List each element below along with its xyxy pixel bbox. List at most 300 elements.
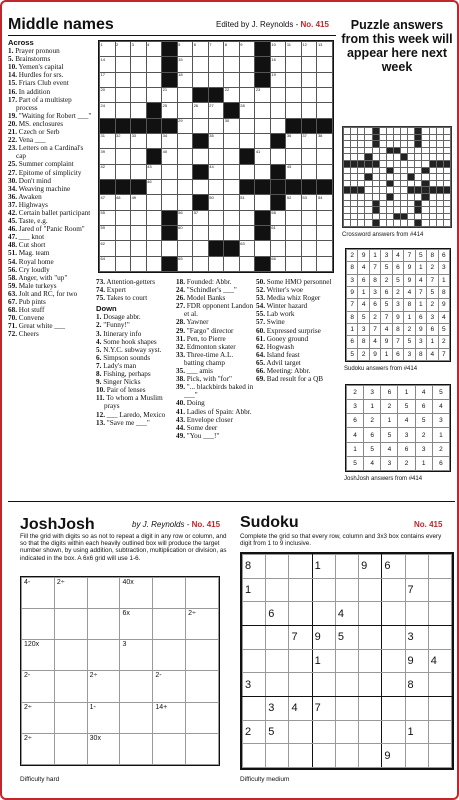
- crossword-cell[interactable]: [193, 57, 209, 72]
- crossword-cell[interactable]: [317, 87, 333, 102]
- crossword-cell[interactable]: 14: [100, 57, 116, 72]
- joshjosh-cell[interactable]: [120, 671, 153, 702]
- crossword-cell[interactable]: 23: [255, 87, 271, 102]
- crossword-cell[interactable]: [239, 225, 255, 240]
- crossword-cell[interactable]: [115, 241, 131, 256]
- sudoku-cell[interactable]: 3: [405, 625, 428, 649]
- crossword-cell[interactable]: [131, 164, 147, 179]
- sudoku-cell[interactable]: 8: [405, 673, 428, 697]
- crossword-cell[interactable]: 7: [208, 42, 224, 57]
- joshjosh-cell[interactable]: [186, 702, 219, 733]
- crossword-cell[interactable]: 37: [301, 133, 317, 148]
- crossword-cell[interactable]: [239, 57, 255, 72]
- joshjosh-cell[interactable]: [120, 702, 153, 733]
- crossword-cell[interactable]: [286, 256, 302, 271]
- joshjosh-cell[interactable]: [153, 733, 186, 764]
- crossword-cell[interactable]: [286, 241, 302, 256]
- crossword-cell[interactable]: [131, 225, 147, 240]
- sudoku-cell[interactable]: [289, 578, 312, 602]
- crossword-cell[interactable]: 15: [177, 57, 193, 72]
- crossword-cell[interactable]: 31: [100, 133, 116, 148]
- joshjosh-cell[interactable]: [22, 609, 55, 640]
- sudoku-cell[interactable]: [289, 720, 312, 744]
- crossword-cell[interactable]: 27: [208, 103, 224, 118]
- crossword-cell[interactable]: [317, 72, 333, 87]
- joshjosh-cell[interactable]: 2-: [22, 671, 55, 702]
- crossword-cell[interactable]: [317, 256, 333, 271]
- joshjosh-cell[interactable]: [153, 640, 186, 671]
- crossword-cell[interactable]: 5: [177, 42, 193, 57]
- crossword-cell[interactable]: [224, 195, 240, 210]
- crossword-cell[interactable]: [177, 133, 193, 148]
- crossword-cell[interactable]: [317, 149, 333, 164]
- crossword-cell[interactable]: [193, 241, 209, 256]
- crossword-cell[interactable]: [115, 149, 131, 164]
- joshjosh-grid[interactable]: [20, 576, 220, 766]
- sudoku-cell[interactable]: [243, 625, 266, 649]
- crossword-cell[interactable]: 9: [239, 42, 255, 57]
- crossword-cell[interactable]: [115, 210, 131, 225]
- crossword-cell[interactable]: [131, 210, 147, 225]
- crossword-cell[interactable]: [115, 225, 131, 240]
- crossword-cell[interactable]: [301, 241, 317, 256]
- crossword-cell[interactable]: [208, 256, 224, 271]
- sudoku-cell[interactable]: [405, 602, 428, 626]
- sudoku-cell[interactable]: [312, 673, 335, 697]
- crossword-cell[interactable]: 2: [115, 42, 131, 57]
- crossword-cell[interactable]: 62: [100, 241, 116, 256]
- sudoku-cell[interactable]: 7: [289, 625, 312, 649]
- crossword-cell[interactable]: [270, 149, 286, 164]
- crossword-cell[interactable]: 6: [193, 42, 209, 57]
- joshjosh-cell[interactable]: [54, 702, 87, 733]
- crossword-cell[interactable]: [224, 57, 240, 72]
- crossword-cell[interactable]: [177, 164, 193, 179]
- crossword-cell[interactable]: [208, 225, 224, 240]
- crossword-cell[interactable]: [239, 256, 255, 271]
- crossword-cell[interactable]: 35: [208, 133, 224, 148]
- crossword-cell[interactable]: 58: [270, 210, 286, 225]
- crossword-cell[interactable]: [255, 133, 271, 148]
- crossword-cell[interactable]: [162, 179, 178, 194]
- crossword-cell[interactable]: [208, 210, 224, 225]
- crossword-cell[interactable]: [208, 118, 224, 133]
- crossword-cell[interactable]: [224, 149, 240, 164]
- sudoku-cell[interactable]: [428, 673, 451, 697]
- crossword-cell[interactable]: [270, 118, 286, 133]
- sudoku-cell[interactable]: [428, 696, 451, 720]
- crossword-cell[interactable]: [239, 133, 255, 148]
- sudoku-cell[interactable]: 9: [405, 649, 428, 673]
- sudoku-cell[interactable]: [382, 649, 405, 673]
- joshjosh-cell[interactable]: 40x: [120, 578, 153, 609]
- sudoku-cell[interactable]: 6: [266, 602, 289, 626]
- crossword-cell[interactable]: [239, 72, 255, 87]
- sudoku-cell[interactable]: [289, 744, 312, 768]
- joshjosh-cell[interactable]: [87, 609, 120, 640]
- crossword-cell[interactable]: 43: [146, 164, 162, 179]
- crossword-cell[interactable]: [286, 87, 302, 102]
- joshjosh-cell[interactable]: [87, 640, 120, 671]
- sudoku-cell[interactable]: 1: [312, 555, 335, 579]
- sudoku-cell[interactable]: [266, 649, 289, 673]
- crossword-cell[interactable]: [239, 210, 255, 225]
- crossword-cell[interactable]: [286, 149, 302, 164]
- crossword-cell[interactable]: [255, 164, 271, 179]
- crossword-cell[interactable]: [177, 179, 193, 194]
- crossword-cell[interactable]: [146, 87, 162, 102]
- crossword-cell[interactable]: [255, 241, 271, 256]
- crossword-cell[interactable]: [131, 57, 147, 72]
- crossword-cell[interactable]: 11: [286, 42, 302, 57]
- crossword-cell[interactable]: 44: [208, 164, 224, 179]
- joshjosh-cell[interactable]: 2-: [153, 671, 186, 702]
- crossword-cell[interactable]: 26: [193, 103, 209, 118]
- crossword-cell[interactable]: [115, 57, 131, 72]
- sudoku-cell[interactable]: 3: [266, 696, 289, 720]
- crossword-cell[interactable]: [131, 103, 147, 118]
- sudoku-cell[interactable]: [405, 696, 428, 720]
- crossword-cell[interactable]: [286, 57, 302, 72]
- crossword-cell[interactable]: 32: [115, 133, 131, 148]
- crossword-cell[interactable]: [270, 87, 286, 102]
- sudoku-cell[interactable]: [335, 555, 358, 579]
- sudoku-cell[interactable]: [382, 602, 405, 626]
- crossword-cell[interactable]: 41: [255, 149, 271, 164]
- sudoku-cell[interactable]: [289, 649, 312, 673]
- crossword-cell[interactable]: [224, 256, 240, 271]
- joshjosh-cell[interactable]: [54, 640, 87, 671]
- crossword-cell[interactable]: 12: [301, 42, 317, 57]
- crossword-cell[interactable]: [146, 195, 162, 210]
- crossword-cell[interactable]: [224, 210, 240, 225]
- crossword-cell[interactable]: 34: [162, 133, 178, 148]
- crossword-cell[interactable]: [286, 225, 302, 240]
- crossword-cell[interactable]: [193, 179, 209, 194]
- crossword-cell[interactable]: [193, 72, 209, 87]
- sudoku-cell[interactable]: [266, 578, 289, 602]
- crossword-cell[interactable]: [255, 103, 271, 118]
- joshjosh-cell[interactable]: [153, 609, 186, 640]
- sudoku-cell[interactable]: 3: [243, 673, 266, 697]
- crossword-cell[interactable]: 33: [131, 133, 147, 148]
- crossword-cell[interactable]: [301, 164, 317, 179]
- crossword-cell[interactable]: 42: [100, 164, 116, 179]
- joshjosh-cell[interactable]: [186, 733, 219, 764]
- crossword-cell[interactable]: 63: [239, 241, 255, 256]
- joshjosh-cell[interactable]: [186, 578, 219, 609]
- sudoku-cell[interactable]: [359, 720, 382, 744]
- crossword-cell[interactable]: [162, 164, 178, 179]
- joshjosh-cell[interactable]: 1-: [87, 702, 120, 733]
- crossword-cell[interactable]: 49: [131, 195, 147, 210]
- crossword-cell[interactable]: 61: [270, 225, 286, 240]
- crossword-cell[interactable]: [301, 149, 317, 164]
- crossword-cell[interactable]: [224, 225, 240, 240]
- joshjosh-cell[interactable]: [153, 578, 186, 609]
- crossword-cell[interactable]: [115, 87, 131, 102]
- crossword-cell[interactable]: [270, 241, 286, 256]
- crossword-cell[interactable]: [115, 72, 131, 87]
- crossword-cell[interactable]: 40: [162, 149, 178, 164]
- sudoku-cell[interactable]: 8: [243, 555, 266, 579]
- joshjosh-cell[interactable]: 30x: [87, 733, 120, 764]
- sudoku-cell[interactable]: 2: [243, 720, 266, 744]
- sudoku-cell[interactable]: 6: [382, 555, 405, 579]
- joshjosh-cell[interactable]: 6x: [120, 609, 153, 640]
- crossword-cell[interactable]: [131, 87, 147, 102]
- crossword-cell[interactable]: [208, 57, 224, 72]
- crossword-cell[interactable]: [239, 87, 255, 102]
- crossword-cell[interactable]: [162, 195, 178, 210]
- sudoku-cell[interactable]: [243, 602, 266, 626]
- sudoku-cell[interactable]: 9: [382, 744, 405, 768]
- sudoku-cell[interactable]: [289, 673, 312, 697]
- sudoku-cell[interactable]: [359, 602, 382, 626]
- crossword-cell[interactable]: [131, 149, 147, 164]
- sudoku-cell[interactable]: 1: [405, 720, 428, 744]
- joshjosh-cell[interactable]: 2÷: [22, 702, 55, 733]
- crossword-cell[interactable]: [286, 72, 302, 87]
- sudoku-cell[interactable]: [335, 744, 358, 768]
- joshjosh-cell[interactable]: 2÷: [87, 671, 120, 702]
- crossword-cell[interactable]: [162, 241, 178, 256]
- joshjosh-cell[interactable]: 2÷: [186, 609, 219, 640]
- crossword-cell[interactable]: 50: [208, 195, 224, 210]
- crossword-cell[interactable]: [317, 241, 333, 256]
- sudoku-cell[interactable]: [335, 649, 358, 673]
- crossword-cell[interactable]: [115, 164, 131, 179]
- crossword-cell[interactable]: 25: [162, 103, 178, 118]
- crossword-cell[interactable]: [255, 195, 271, 210]
- sudoku-cell[interactable]: [359, 673, 382, 697]
- crossword-cell[interactable]: [301, 103, 317, 118]
- crossword-cell[interactable]: 60: [177, 225, 193, 240]
- sudoku-cell[interactable]: [382, 578, 405, 602]
- crossword-cell[interactable]: [301, 72, 317, 87]
- sudoku-cell[interactable]: 9: [359, 555, 382, 579]
- joshjosh-cell[interactable]: [186, 640, 219, 671]
- crossword-cell[interactable]: [270, 103, 286, 118]
- sudoku-cell[interactable]: [266, 673, 289, 697]
- sudoku-cell[interactable]: [359, 625, 382, 649]
- crossword-cell[interactable]: [301, 225, 317, 240]
- crossword-cell[interactable]: [115, 103, 131, 118]
- crossword-cell[interactable]: [239, 164, 255, 179]
- sudoku-cell[interactable]: [243, 696, 266, 720]
- crossword-cell[interactable]: 57: [193, 210, 209, 225]
- crossword-cell[interactable]: [208, 179, 224, 194]
- sudoku-cell[interactable]: [289, 602, 312, 626]
- joshjosh-cell[interactable]: [120, 733, 153, 764]
- sudoku-cell[interactable]: [405, 744, 428, 768]
- crossword-cell[interactable]: [286, 103, 302, 118]
- crossword-cell[interactable]: [239, 118, 255, 133]
- crossword-grid[interactable]: [98, 40, 334, 273]
- crossword-cell[interactable]: 4: [146, 42, 162, 57]
- joshjosh-cell[interactable]: [54, 609, 87, 640]
- sudoku-cell[interactable]: [382, 673, 405, 697]
- joshjosh-cell[interactable]: 2÷: [22, 733, 55, 764]
- crossword-cell[interactable]: 24: [100, 103, 116, 118]
- sudoku-cell[interactable]: [335, 720, 358, 744]
- crossword-cell[interactable]: 66: [270, 256, 286, 271]
- crossword-cell[interactable]: [177, 87, 193, 102]
- crossword-cell[interactable]: 53: [301, 195, 317, 210]
- crossword-cell[interactable]: 17: [100, 72, 116, 87]
- crossword-cell[interactable]: [193, 225, 209, 240]
- crossword-cell[interactable]: 18: [177, 72, 193, 87]
- crossword-cell[interactable]: 55: [100, 210, 116, 225]
- crossword-cell[interactable]: 38: [317, 133, 333, 148]
- crossword-cell[interactable]: [208, 72, 224, 87]
- sudoku-cell[interactable]: 1: [243, 578, 266, 602]
- joshjosh-cell[interactable]: 4-: [22, 578, 55, 609]
- sudoku-cell[interactable]: [359, 744, 382, 768]
- sudoku-cell[interactable]: [428, 720, 451, 744]
- sudoku-cell[interactable]: [312, 744, 335, 768]
- sudoku-cell[interactable]: 5: [266, 720, 289, 744]
- crossword-cell[interactable]: 54: [317, 195, 333, 210]
- sudoku-cell[interactable]: [382, 625, 405, 649]
- crossword-cell[interactable]: [193, 149, 209, 164]
- sudoku-cell[interactable]: [335, 578, 358, 602]
- joshjosh-cell[interactable]: [54, 671, 87, 702]
- sudoku-cell[interactable]: [428, 602, 451, 626]
- crossword-cell[interactable]: 36: [286, 133, 302, 148]
- crossword-cell[interactable]: 30: [224, 118, 240, 133]
- sudoku-cell[interactable]: [312, 602, 335, 626]
- sudoku-cell[interactable]: [312, 578, 335, 602]
- crossword-cell[interactable]: [286, 210, 302, 225]
- crossword-cell[interactable]: [224, 164, 240, 179]
- crossword-cell[interactable]: 22: [224, 87, 240, 102]
- crossword-cell[interactable]: [224, 72, 240, 87]
- sudoku-cell[interactable]: 7: [405, 578, 428, 602]
- crossword-cell[interactable]: [317, 103, 333, 118]
- joshjosh-cell[interactable]: [87, 578, 120, 609]
- sudoku-cell[interactable]: [266, 625, 289, 649]
- crossword-cell[interactable]: [131, 72, 147, 87]
- crossword-cell[interactable]: [193, 256, 209, 271]
- crossword-cell[interactable]: [224, 179, 240, 194]
- sudoku-cell[interactable]: [405, 555, 428, 579]
- crossword-cell[interactable]: 46: [146, 179, 162, 194]
- crossword-cell[interactable]: [177, 195, 193, 210]
- crossword-cell[interactable]: [146, 210, 162, 225]
- crossword-cell[interactable]: [131, 256, 147, 271]
- crossword-cell[interactable]: 39: [100, 149, 116, 164]
- crossword-cell[interactable]: [317, 225, 333, 240]
- crossword-cell[interactable]: 3: [131, 42, 147, 57]
- crossword-cell[interactable]: [177, 103, 193, 118]
- sudoku-cell[interactable]: [266, 744, 289, 768]
- sudoku-cell[interactable]: [359, 649, 382, 673]
- crossword-cell[interactable]: [146, 57, 162, 72]
- crossword-cell[interactable]: [146, 133, 162, 148]
- sudoku-cell[interactable]: 1: [312, 649, 335, 673]
- crossword-cell[interactable]: [177, 241, 193, 256]
- crossword-cell[interactable]: 10: [270, 42, 286, 57]
- crossword-cell[interactable]: [146, 225, 162, 240]
- sudoku-cell[interactable]: [382, 720, 405, 744]
- sudoku-cell[interactable]: [335, 696, 358, 720]
- crossword-cell[interactable]: [317, 57, 333, 72]
- sudoku-cell[interactable]: 7: [312, 696, 335, 720]
- crossword-cell[interactable]: 8: [224, 42, 240, 57]
- crossword-cell[interactable]: 64: [100, 256, 116, 271]
- crossword-cell[interactable]: 48: [115, 195, 131, 210]
- sudoku-cell[interactable]: 4: [335, 602, 358, 626]
- sudoku-cell[interactable]: [289, 555, 312, 579]
- joshjosh-cell[interactable]: 120x: [22, 640, 55, 671]
- sudoku-cell[interactable]: [428, 625, 451, 649]
- sudoku-cell[interactable]: [312, 720, 335, 744]
- crossword-cell[interactable]: 16: [270, 57, 286, 72]
- sudoku-cell[interactable]: [428, 744, 451, 768]
- crossword-cell[interactable]: [255, 118, 271, 133]
- crossword-cell[interactable]: [301, 87, 317, 102]
- crossword-cell[interactable]: [115, 256, 131, 271]
- joshjosh-cell[interactable]: [186, 671, 219, 702]
- joshjosh-cell[interactable]: 14+: [153, 702, 186, 733]
- sudoku-cell[interactable]: [359, 578, 382, 602]
- sudoku-cell[interactable]: [428, 555, 451, 579]
- sudoku-grid[interactable]: [240, 552, 454, 770]
- crossword-cell[interactable]: [131, 241, 147, 256]
- crossword-cell[interactable]: [317, 164, 333, 179]
- crossword-cell[interactable]: [317, 210, 333, 225]
- joshjosh-cell[interactable]: 3: [120, 640, 153, 671]
- crossword-cell[interactable]: [224, 133, 240, 148]
- crossword-cell[interactable]: [301, 256, 317, 271]
- joshjosh-cell[interactable]: [54, 733, 87, 764]
- sudoku-cell[interactable]: [359, 696, 382, 720]
- crossword-cell[interactable]: [146, 241, 162, 256]
- crossword-cell[interactable]: [146, 72, 162, 87]
- crossword-cell[interactable]: 21: [162, 87, 178, 102]
- sudoku-cell[interactable]: [335, 673, 358, 697]
- crossword-cell[interactable]: 28: [239, 103, 255, 118]
- sudoku-cell[interactable]: [243, 649, 266, 673]
- crossword-cell[interactable]: 47: [100, 195, 116, 210]
- crossword-cell[interactable]: [177, 149, 193, 164]
- crossword-cell[interactable]: 51: [239, 195, 255, 210]
- crossword-cell[interactable]: 45: [286, 164, 302, 179]
- crossword-cell[interactable]: 13: [317, 42, 333, 57]
- sudoku-cell[interactable]: [243, 744, 266, 768]
- crossword-cell[interactable]: [208, 149, 224, 164]
- crossword-cell[interactable]: 19: [270, 72, 286, 87]
- crossword-cell[interactable]: [193, 118, 209, 133]
- sudoku-cell[interactable]: [382, 696, 405, 720]
- crossword-cell[interactable]: 29: [177, 118, 193, 133]
- joshjosh-cell[interactable]: 2÷: [54, 578, 87, 609]
- crossword-cell[interactable]: 59: [100, 225, 116, 240]
- crossword-cell[interactable]: 1: [100, 42, 116, 57]
- crossword-cell[interactable]: 20: [100, 87, 116, 102]
- crossword-cell[interactable]: [301, 57, 317, 72]
- sudoku-cell[interactable]: 4: [428, 649, 451, 673]
- sudoku-cell[interactable]: 4: [289, 696, 312, 720]
- sudoku-cell[interactable]: 9: [312, 625, 335, 649]
- crossword-cell[interactable]: [301, 210, 317, 225]
- crossword-cell[interactable]: 65: [177, 256, 193, 271]
- crossword-cell[interactable]: [146, 256, 162, 271]
- sudoku-cell[interactable]: [266, 555, 289, 579]
- sudoku-cell[interactable]: 5: [335, 625, 358, 649]
- crossword-cell[interactable]: 56: [177, 210, 193, 225]
